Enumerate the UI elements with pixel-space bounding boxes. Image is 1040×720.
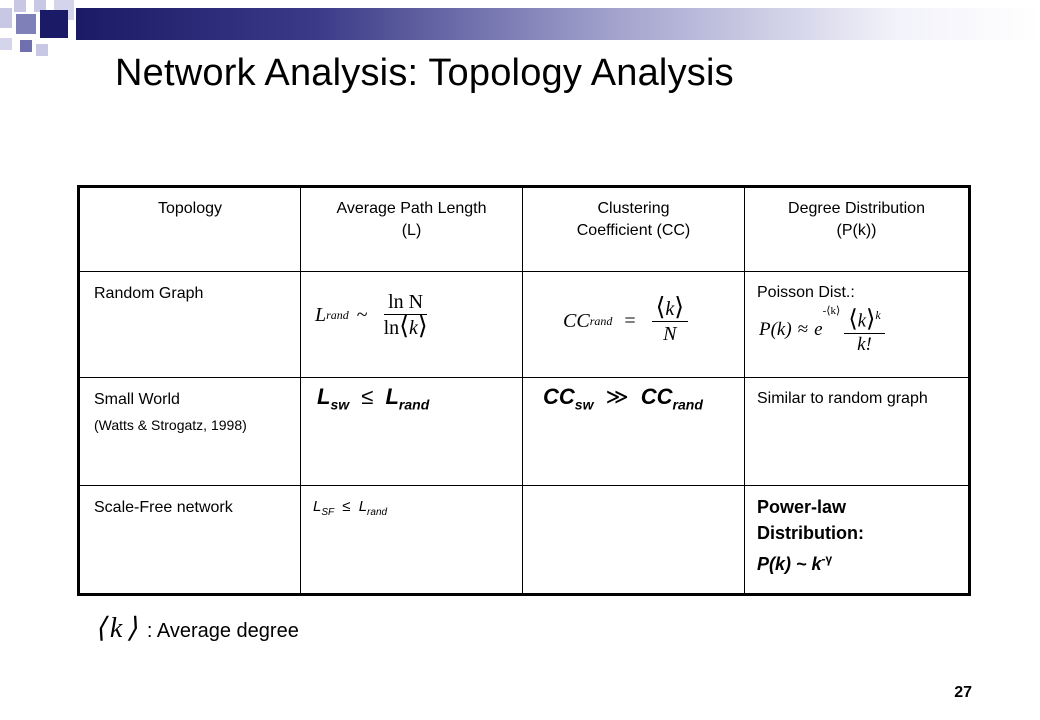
cell-small-world-degree: Similar to random graph xyxy=(745,378,970,486)
header-degree-distribution: Degree Distribution (P(k)) xyxy=(745,187,970,272)
page-number: 27 xyxy=(954,684,972,701)
slide-title: Network Analysis: Topology Analysis xyxy=(115,52,734,94)
table-row-random-graph xyxy=(79,272,970,378)
cell-random-topology: Random Graph xyxy=(79,272,301,378)
cell-random-path-length: L rand ~ $\frac{\text{ln N}}{\ln⟨k⟩}$ xyxy=(301,272,523,378)
cell-random-degree: Poisson Dist.: P(k) ≈ e -⟨k⟩ $\frac{⟨k⟩^k}{k!}$ xyxy=(745,272,970,378)
cell-scale-free-topology: Scale-Free network xyxy=(79,486,301,595)
header-clustering-coefficient: Clustering Coefficient (CC) xyxy=(523,187,745,272)
cell-scale-free-clustering xyxy=(523,486,745,595)
cell-random-clustering: CC rand = $\frac{⟨k⟩}{N}$ xyxy=(523,272,745,378)
average-degree-label: : Average degree xyxy=(146,620,299,642)
cell-scale-free-degree: Power-law Distribution: P(k) ~ $k^{-\gamma}$ xyxy=(745,486,970,595)
cell-scale-free-path-length: $L_{SF} \le L_{rand}$ xyxy=(301,486,523,595)
topology-table xyxy=(77,185,971,596)
cell-small-world-topology: Small World (Watts & Strogatz, 1998) xyxy=(79,378,301,486)
header-gradient-bar xyxy=(76,8,1040,40)
header-topology: Topology xyxy=(79,187,301,272)
cell-small-world-path-length: $L_{sw} \le L_{rand}$ xyxy=(301,378,523,486)
header-decoration xyxy=(0,0,80,70)
table-header-row xyxy=(79,187,970,272)
header-average-path-length: Average Path Length (L) xyxy=(301,187,523,272)
average-degree-symbol: ⟨k⟩ xyxy=(95,613,142,644)
table-row-scale-free xyxy=(79,486,970,595)
table-row-small-world xyxy=(79,378,970,486)
cell-small-world-clustering: $CC_{sw}$ ≫ $CC_{rand}$ xyxy=(523,378,745,486)
average-degree-note xyxy=(95,611,299,645)
